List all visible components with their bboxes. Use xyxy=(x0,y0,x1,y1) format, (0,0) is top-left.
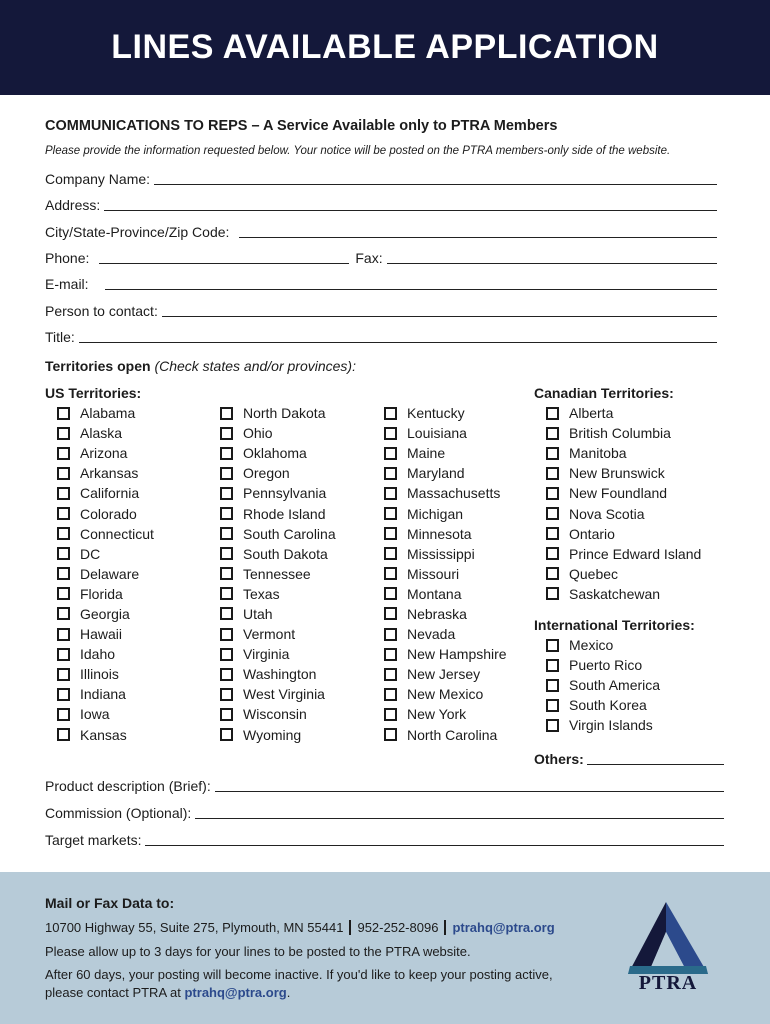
territory-item xyxy=(220,684,336,704)
territory-label: Colorado xyxy=(80,505,137,522)
checkbox-icon[interactable] xyxy=(384,607,397,620)
checkbox-icon[interactable] xyxy=(57,407,70,420)
checkbox-icon[interactable] xyxy=(57,668,70,681)
checkbox-icon[interactable] xyxy=(384,447,397,460)
territory-label: Virgin Islands xyxy=(569,717,653,734)
territory-item xyxy=(57,524,154,544)
territory-item xyxy=(220,423,336,443)
checkbox-icon[interactable] xyxy=(384,668,397,681)
commission-field[interactable] xyxy=(195,806,724,819)
territory-label: Vermont xyxy=(243,626,296,643)
territory-item xyxy=(57,564,154,584)
territory-label: Kansas xyxy=(80,726,127,743)
territory-label: Puerto Rico xyxy=(569,657,643,674)
territory-label: North Dakota xyxy=(243,405,326,422)
territory-label: South Dakota xyxy=(243,545,328,562)
territory-label: Texas xyxy=(243,585,280,602)
territory-item xyxy=(57,443,154,463)
checkbox-icon[interactable] xyxy=(220,567,233,580)
commission-row xyxy=(45,803,724,821)
checkbox-icon[interactable] xyxy=(384,587,397,600)
checkbox-icon[interactable] xyxy=(384,688,397,701)
footer-note-2b-text: please contact PTRA at xyxy=(45,985,181,1000)
page-header xyxy=(0,0,770,95)
territory-label: Nebraska xyxy=(407,605,467,622)
territory-item xyxy=(220,524,336,544)
territory-item xyxy=(546,584,701,604)
territory-label: New Foundland xyxy=(569,485,668,502)
territory-item xyxy=(546,695,660,715)
ptra-logo-text: PTRA xyxy=(638,972,698,994)
checkbox-icon[interactable] xyxy=(220,587,233,600)
territory-item xyxy=(546,635,660,655)
territory-item xyxy=(384,664,507,684)
territory-item xyxy=(546,463,701,483)
territory-label: Ohio xyxy=(243,425,273,442)
target-markets-label: Target markets: xyxy=(45,832,142,848)
checkbox-icon[interactable] xyxy=(57,607,70,620)
territory-item xyxy=(220,725,336,745)
territory-label: Florida xyxy=(80,585,123,602)
territory-item xyxy=(546,564,701,584)
fax-field[interactable] xyxy=(387,251,717,264)
territory-item xyxy=(220,704,336,724)
territory-label: Washington xyxy=(243,666,317,683)
territory-label: Tennessee xyxy=(243,565,311,582)
person-row xyxy=(45,301,717,319)
territory-item xyxy=(546,544,701,564)
checkbox-icon[interactable] xyxy=(546,527,559,540)
territory-label: Nova Scotia xyxy=(569,505,645,522)
territory-label: New Jersey xyxy=(407,666,481,683)
territory-label: Maryland xyxy=(407,465,465,482)
us-territories-col-1 xyxy=(57,403,154,745)
territory-label: West Virginia xyxy=(243,686,325,703)
territory-label: British Columbia xyxy=(569,425,671,442)
territory-item xyxy=(220,544,336,564)
checkbox-icon[interactable] xyxy=(57,587,70,600)
checkbox-icon[interactable] xyxy=(220,728,233,741)
territory-item xyxy=(384,725,507,745)
territory-label: Indiana xyxy=(80,686,126,703)
checkbox-icon[interactable] xyxy=(57,688,70,701)
territory-label: Oklahoma xyxy=(243,445,307,462)
checkbox-icon[interactable] xyxy=(57,487,70,500)
territory-label: New Mexico xyxy=(407,686,484,703)
territory-label: Massachusetts xyxy=(407,485,501,502)
city-row xyxy=(45,222,717,240)
territory-item xyxy=(384,524,507,544)
territory-item xyxy=(384,503,507,523)
intro-title: COMMUNICATIONS TO REPS – A Service Available only to PTRA Members xyxy=(45,118,558,134)
product-description-row xyxy=(45,776,724,794)
checkbox-icon[interactable] xyxy=(384,728,397,741)
checkbox-icon[interactable] xyxy=(57,507,70,520)
territory-item xyxy=(384,644,507,664)
checkbox-icon[interactable] xyxy=(220,507,233,520)
territories-heading-text: Territories open xyxy=(45,358,151,374)
territory-item xyxy=(57,684,154,704)
territory-label: Maine xyxy=(407,445,446,462)
checkbox-icon[interactable] xyxy=(384,487,397,500)
territory-item xyxy=(546,675,660,695)
territory-label: Wisconsin xyxy=(243,706,307,723)
territory-item xyxy=(57,584,154,604)
territory-item xyxy=(546,524,701,544)
territory-label: Alaska xyxy=(80,425,123,442)
territory-label: Pennsylvania xyxy=(243,485,327,502)
territory-item xyxy=(57,624,154,644)
territory-label: Michigan xyxy=(407,505,464,522)
territory-label: New Brunswick xyxy=(569,465,665,482)
checkbox-icon[interactable] xyxy=(220,527,233,540)
phone-fax-row xyxy=(45,248,717,266)
checkbox-icon[interactable] xyxy=(57,567,70,580)
territory-label: Georgia xyxy=(80,605,130,622)
footer-address: 10700 Highway 55, Suite 275, Plymouth, MN 55441 xyxy=(45,920,344,935)
checkbox-icon[interactable] xyxy=(57,728,70,741)
territory-item xyxy=(220,624,336,644)
territory-item xyxy=(384,443,507,463)
territory-item xyxy=(57,503,154,523)
footer-note-2a: After 60 days, your posting will become inactive. If you'd like to keep your posting active, xyxy=(45,967,553,982)
checkbox-icon[interactable] xyxy=(384,467,397,480)
territory-item xyxy=(384,604,507,624)
email-field[interactable] xyxy=(105,277,717,290)
company-name-row xyxy=(45,169,717,187)
territory-item xyxy=(384,564,507,584)
title-label: Title: xyxy=(45,329,75,345)
email-label: E-mail: xyxy=(45,276,89,292)
company-name-label: Company Name: xyxy=(45,171,151,187)
territory-label: Connecticut xyxy=(80,525,154,542)
territory-label: Alberta xyxy=(569,405,614,422)
checkbox-icon[interactable] xyxy=(546,679,559,692)
territory-label: Virginia xyxy=(243,646,290,663)
checkbox-icon[interactable] xyxy=(546,567,559,580)
checkbox-icon[interactable] xyxy=(546,487,559,500)
territory-item xyxy=(220,403,336,423)
territory-item xyxy=(220,503,336,523)
territory-label: Rhode Island xyxy=(243,505,326,522)
checkbox-icon[interactable] xyxy=(384,547,397,560)
territory-label: Hawaii xyxy=(80,626,123,643)
territory-label: Saskatchewan xyxy=(569,585,661,602)
product-description-field[interactable] xyxy=(215,779,724,792)
territory-label: Wyoming xyxy=(243,726,302,743)
territory-label: Manitoba xyxy=(569,445,627,462)
territory-label: Nevada xyxy=(407,626,456,643)
territory-item xyxy=(220,463,336,483)
territory-label: New Hampshire xyxy=(407,646,507,663)
footer-note-end: . xyxy=(286,985,291,1000)
international-territories-heading: International Territories: xyxy=(534,617,695,633)
territory-item xyxy=(384,544,507,564)
checkbox-icon[interactable] xyxy=(220,708,233,721)
territory-item xyxy=(546,443,701,463)
checkbox-icon[interactable] xyxy=(546,699,559,712)
city-field[interactable] xyxy=(239,225,717,238)
checkbox-icon[interactable] xyxy=(57,648,70,661)
territory-item xyxy=(546,483,701,503)
territories-hint: (Check states and/or provinces): xyxy=(154,358,356,374)
territory-label: South Carolina xyxy=(243,525,336,542)
checkbox-icon[interactable] xyxy=(220,547,233,560)
checkbox-icon[interactable] xyxy=(57,467,70,480)
territory-label: Minnesota xyxy=(407,525,472,542)
checkbox-icon[interactable] xyxy=(546,719,559,732)
territory-item xyxy=(57,725,154,745)
territory-item xyxy=(546,503,701,523)
territory-label: Kentucky xyxy=(407,405,465,422)
checkbox-icon[interactable] xyxy=(220,407,233,420)
checkbox-icon[interactable] xyxy=(546,407,559,420)
territory-item xyxy=(384,584,507,604)
footer-note-2b xyxy=(45,985,290,1000)
checkbox-icon[interactable] xyxy=(57,447,70,460)
us-territories-heading: US Territories: xyxy=(45,385,142,401)
checkbox-icon[interactable] xyxy=(57,547,70,560)
checkbox-icon[interactable] xyxy=(546,659,559,672)
checkbox-icon[interactable] xyxy=(220,487,233,500)
international-territories-col xyxy=(546,635,660,735)
territory-item xyxy=(57,704,154,724)
others-field[interactable] xyxy=(587,752,724,765)
checkbox-icon[interactable] xyxy=(384,527,397,540)
checkbox-icon[interactable] xyxy=(57,527,70,540)
checkbox-icon[interactable] xyxy=(220,607,233,620)
checkbox-icon[interactable] xyxy=(546,427,559,440)
checkbox-icon[interactable] xyxy=(220,447,233,460)
territory-item xyxy=(546,403,701,423)
territory-item xyxy=(220,443,336,463)
territory-item xyxy=(57,544,154,564)
territory-label: Mississippi xyxy=(407,545,475,562)
checkbox-icon[interactable] xyxy=(546,587,559,600)
checkbox-icon[interactable] xyxy=(384,507,397,520)
checkbox-icon[interactable] xyxy=(546,507,559,520)
footer-note-1: Please allow up to 3 days for your lines to be posted to the PTRA website. xyxy=(45,944,471,959)
checkbox-icon[interactable] xyxy=(384,648,397,661)
footer xyxy=(0,872,770,1024)
territory-label: Utah xyxy=(243,605,273,622)
others-label: Others: xyxy=(534,751,584,767)
checkbox-icon[interactable] xyxy=(220,688,233,701)
page-title: LINES AVAILABLE APPLICATION xyxy=(111,28,659,66)
phone-label: Phone: xyxy=(45,250,90,266)
territory-item xyxy=(384,423,507,443)
territory-item xyxy=(384,403,507,423)
checkbox-icon[interactable] xyxy=(384,407,397,420)
target-markets-row xyxy=(45,830,724,848)
city-label: City/State-Province/Zip Code: xyxy=(45,224,230,240)
territory-item xyxy=(546,715,660,735)
territory-label: Louisiana xyxy=(407,425,467,442)
title-row xyxy=(45,327,717,345)
territory-item xyxy=(57,463,154,483)
us-territories-col-3 xyxy=(384,403,507,745)
territory-item xyxy=(57,664,154,684)
territory-label: Mexico xyxy=(569,637,614,654)
fax-label: Fax: xyxy=(355,250,383,266)
checkbox-icon[interactable] xyxy=(57,427,70,440)
person-label: Person to contact: xyxy=(45,303,158,319)
checkbox-icon[interactable] xyxy=(384,628,397,641)
territories-heading xyxy=(45,358,356,374)
territory-item xyxy=(220,664,336,684)
commission-label: Commission (Optional): xyxy=(45,805,192,821)
others-row xyxy=(534,749,724,767)
checkbox-icon[interactable] xyxy=(384,567,397,580)
territory-item xyxy=(220,644,336,664)
territory-item xyxy=(57,644,154,664)
person-field[interactable] xyxy=(162,304,717,317)
territory-item xyxy=(220,483,336,503)
phone-field[interactable] xyxy=(99,251,349,264)
territory-item xyxy=(220,604,336,624)
us-territories-col-2 xyxy=(220,403,336,745)
territory-item xyxy=(57,423,154,443)
footer-email-link[interactable]: ptrahq@ptra.org xyxy=(452,920,555,935)
territory-item xyxy=(220,564,336,584)
checkbox-icon[interactable] xyxy=(220,427,233,440)
email-row xyxy=(45,274,717,292)
territory-label: California xyxy=(80,485,140,502)
territory-label: Idaho xyxy=(80,646,116,663)
territory-label: Oregon xyxy=(243,465,290,482)
territory-label: Missouri xyxy=(407,565,460,582)
address-label: Address: xyxy=(45,197,101,213)
territory-label: Quebec xyxy=(569,565,619,582)
checkbox-icon[interactable] xyxy=(384,427,397,440)
canadian-territories-col xyxy=(546,403,701,604)
checkbox-icon[interactable] xyxy=(57,628,70,641)
territory-label: Iowa xyxy=(80,706,110,723)
title-field[interactable] xyxy=(79,330,717,343)
territory-label: Illinois xyxy=(80,666,119,683)
checkbox-icon[interactable] xyxy=(57,708,70,721)
company-name-field[interactable] xyxy=(154,172,717,185)
territory-item xyxy=(384,684,507,704)
address-field[interactable] xyxy=(104,198,717,211)
territory-label: Ontario xyxy=(569,525,615,542)
footer-note-email-link[interactable]: ptrahq@ptra.org xyxy=(184,985,287,1000)
checkbox-icon[interactable] xyxy=(546,639,559,652)
checkbox-icon[interactable] xyxy=(220,668,233,681)
footer-title: Mail or Fax Data to: xyxy=(45,895,175,911)
territory-label: Alabama xyxy=(80,405,136,422)
territory-item xyxy=(384,463,507,483)
territory-item xyxy=(384,483,507,503)
territory-item xyxy=(57,604,154,624)
checkbox-icon[interactable] xyxy=(220,467,233,480)
territory-item xyxy=(384,624,507,644)
checkbox-icon[interactable] xyxy=(546,547,559,560)
target-markets-field[interactable] xyxy=(145,833,724,846)
checkbox-icon[interactable] xyxy=(220,628,233,641)
territory-label: Arkansas xyxy=(80,465,139,482)
territory-item xyxy=(220,584,336,604)
territory-label: New York xyxy=(407,706,467,723)
checkbox-icon[interactable] xyxy=(546,467,559,480)
checkbox-icon[interactable] xyxy=(546,447,559,460)
territory-item xyxy=(57,403,154,423)
address-row xyxy=(45,195,717,213)
canadian-territories-heading: Canadian Territories: xyxy=(534,385,674,401)
territory-label: South America xyxy=(569,677,661,694)
checkbox-icon[interactable] xyxy=(384,708,397,721)
territory-item xyxy=(384,704,507,724)
territory-label: North Carolina xyxy=(407,726,498,743)
intro-note: Please provide the information requested below. Your notice will be posted on the PTRA members-only side of the website. xyxy=(45,145,671,157)
territory-label: DC xyxy=(80,545,101,562)
territory-item xyxy=(57,483,154,503)
territory-label: Prince Edward Island xyxy=(569,545,702,562)
footer-phone: 952-252-8096 xyxy=(357,920,439,935)
territory-item xyxy=(546,655,660,675)
territory-label: Montana xyxy=(407,585,462,602)
product-description-label: Product description (Brief): xyxy=(45,778,211,794)
territory-label: Arizona xyxy=(80,445,128,462)
territory-item xyxy=(546,423,701,443)
territory-label: Delaware xyxy=(80,565,140,582)
territory-label: South Korea xyxy=(569,697,647,714)
footer-contact-line xyxy=(45,920,555,935)
checkbox-icon[interactable] xyxy=(220,648,233,661)
